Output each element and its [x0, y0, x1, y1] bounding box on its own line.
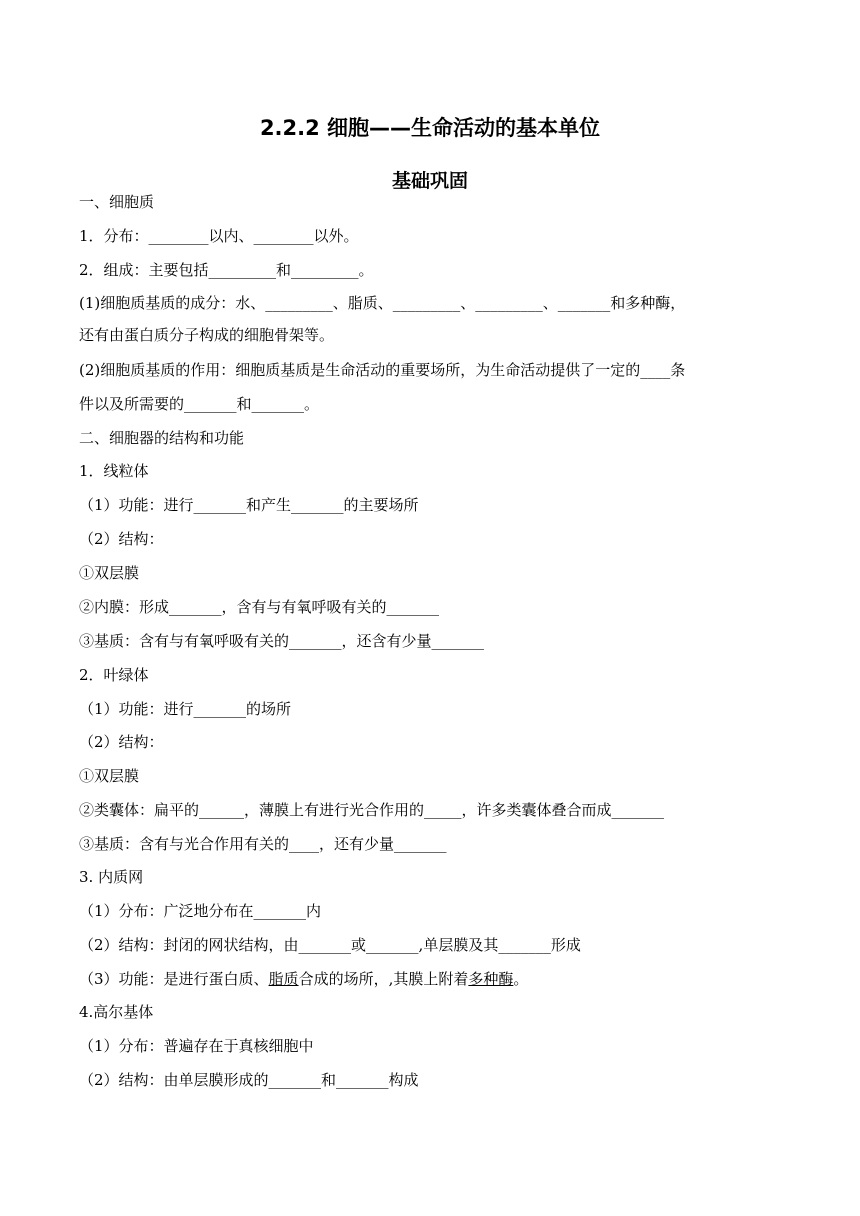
text-line: 还有由蛋白质分子构成的细胞骨架等。 — [79, 326, 335, 344]
text-line: ①双层膜 — [79, 564, 140, 582]
section-subtitle: 基础巩固 — [391, 170, 468, 192]
text-line: 一、细胞质 — [79, 193, 155, 211]
text-line: 4.高尔基体 — [79, 1003, 154, 1021]
er-function-suffix: 。 — [513, 970, 529, 988]
text-line: 1．分布：________以内、________以外。 — [79, 227, 359, 245]
text-line: ②类囊体：扁平的______，薄膜上有进行光合作用的_____，许多类囊体叠合而成_______ — [79, 801, 665, 819]
text-line: 件以及所需要的_______和_______。 — [79, 395, 320, 413]
text-line: 3. 内质网 — [79, 868, 144, 886]
text-line: ③基质：含有与有氧呼吸有关的_______，还含有少量_______ — [79, 632, 485, 650]
lipid-term: 脂质 — [268, 970, 299, 988]
text-line: （2）结构： — [79, 530, 164, 548]
text-line: (2)细胞质基质的作用：细胞质基质是生命活动的重要场所，为生命活动提供了一定的____条 — [79, 361, 686, 379]
er-function-line — [79, 968, 790, 990]
section-heading: 二、细胞器的结构和功能 — [79, 429, 245, 447]
text-line: 1．线粒体 — [79, 462, 149, 480]
text-line: （1）分布：广泛地分布在_______内 — [79, 902, 322, 920]
page-title: 2.2.2 细胞——生命活动的基本单位 — [259, 116, 601, 140]
text-line: （2）结构：封闭的网状结构，由_______或_______,单层膜及其_______形成 — [79, 936, 581, 954]
text-line: ①双层膜 — [79, 767, 140, 785]
text-line: （1）分布：普遍存在于真核细胞中 — [79, 1037, 314, 1055]
text-line: (1)细胞质基质的成分：水、_________、脂质、_________、_________、_______和多种酶， — [79, 294, 686, 312]
enzymes-term: 多种酶 — [468, 970, 514, 988]
text-line: （2）结构： — [79, 733, 164, 751]
text-line: （2）结构：由单层膜形成的_______和_______构成 — [79, 1071, 419, 1089]
text-line: 2．组成：主要包括_________和_________。 — [79, 261, 374, 279]
er-function-middle: 合成的场所，,其膜上附着 — [298, 970, 469, 988]
er-function-prefix: （3）功能：是进行蛋白质、 — [79, 970, 269, 988]
text-line: 2．叶绿体 — [79, 666, 149, 684]
text-line: ②内膜：形成_______，含有与有氧呼吸有关的_______ — [79, 598, 440, 616]
text-line: （1）功能：进行_______的场所 — [79, 700, 292, 718]
text-line: ③基质：含有与光合作用有关的____，还有少量_______ — [79, 835, 447, 853]
text-line: （1）功能：进行_______和产生_______的主要场所 — [79, 496, 419, 514]
